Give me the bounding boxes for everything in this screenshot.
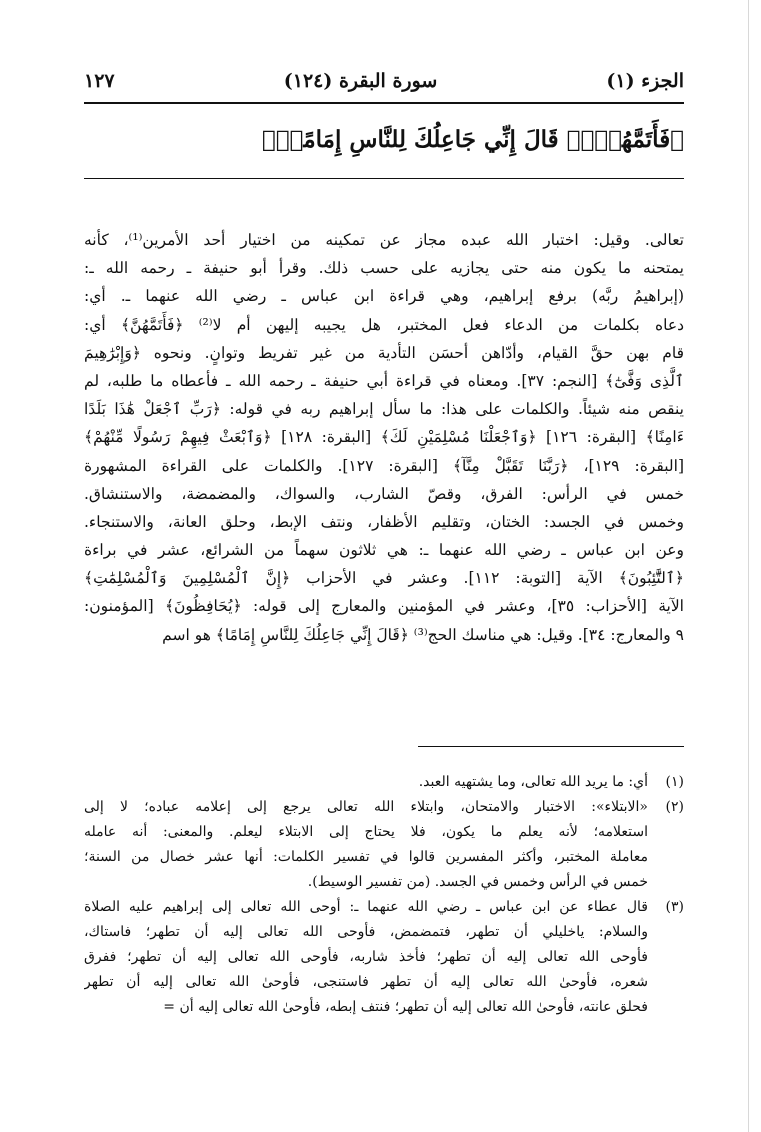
footnote-line: «الابتلاء»: الاختبار والامتحان، وابتلاء الله تعالى يرجع إلى إعلامه عباده؛ لا إلى [84,799,648,815]
ayah-divider [84,178,684,179]
footnote-number: (٣) [665,899,684,915]
footnote-text [84,895,648,1020]
footnote [84,795,684,895]
body-line: ٩ والمعارج: ٣٤]. وقيل: هي مناسك الحج⁽³⁾ ﴿قَالَ إِنِّي جَاعِلُكَ لِلنَّاسِ إِمَامًا﴾ هو اسم [162,625,684,644]
footnote-line: معاملة المختبر، وأكثر المفسرين قالوا في تفسير الكلمات: أنها عشر خصال من السنة؛ [84,849,648,865]
footnote-line: قال عطاء عن ابن عباس ـ رضي الله عنهما ـ: أوحى الله تعالى إلى إبراهيم عليه الصلاة [84,899,648,915]
footnote-line: والسلام: ياخليلي أن تطهر، فتمضمض، فأوحى الله تعالى إليه أن تطهر؛ فاستاك، [84,924,648,940]
body-line: (إبراهيمُ ربَّه) برفع إبراهيم، وهي قراءة ابن عباس ـ رضي الله عنهما ـ. أي: [84,287,684,306]
body-line: قام بهن حقَّ القيام، وأدّاهن أحسَن التأدية من غير تفريط وتوانٍ. ونحوه ﴿وَإِبْرَٰهِيمَ [84,343,684,362]
running-header [84,64,684,98]
footnote-number: (١) [665,774,684,790]
footnote [84,895,684,1020]
footnote-line: فحلق عانته، فأوحىٰ الله تعالى إليه أن تطهر؛ فنتف إبطه، فأوحىٰ الله تعالى إليه أن = [163,999,648,1015]
footnote-text [84,795,648,895]
surah-label: سورة البقرة (١٢٤) [283,70,438,92]
ayah-heading: ﴿فَأَتَمَّهُنَّۖ قَالَ إِنِّي جَاعِلُكَ لِلنَّاسِ إِمَامًاۖ﴾ [261,126,684,153]
footnote [84,770,684,795]
header-divider [84,102,684,104]
footnote-line: خمس في الرأس وخمس في الجسد. (من تفسير الوسيط). [307,874,648,890]
body-line: وعن ابن عباس ـ رضي الله عنهما ـ: هي ثلاثون سهماً من الشرائع، عشر في براءة [84,541,684,560]
page-number: ١٢٧ [84,70,115,92]
body-line: ءَامِنًا﴾ [البقرة: ١٢٦] ﴿وَٱجْعَلْنَا مُسْلِمَيْنِ لَكَ﴾ [البقرة: ١٢٨] ﴿وَٱبْعَثْ فِيهِمْ رَسُولًا مِّنْهُمْ﴾ [84,428,684,447]
body-line: دعاه بكلمات من الدعاء فعل المختبر، هل يجيبه إليهن أم لا⁽²⁾ ﴿فَأَتَمَّهُنَّ﴾ أي: [84,315,684,334]
body-line: يمتحنه ما يكون منه حتى يجازيه على حسب ذلك. وقرأ أبو حنيفة ـ رحمه الله ـ: [84,259,684,278]
page-edge [748,0,749,1132]
tafsir-body [84,226,684,649]
footnotes [84,770,684,1020]
body-line: ٱلَّذِى وَفَّىٰٓ﴾ [النجم: ٣٧]. ومعناه في قراءة أبي حنيفة ـ رحمه الله ـ فأعطاه ما طلبه، لم [84,371,684,390]
footnote-number: (٢) [665,799,684,815]
body-line: الآية [الأحزاب: ٣٥]، وعشر في المؤمنين والمعارج إلى قوله: ﴿يُحَافِظُونَ﴾ [المؤمنون: [84,597,684,616]
body-line: تعالى. وقيل: اختبار الله عبده مجاز عن تمكينه من اختيار أحد الأمرين⁽¹⁾، كأنه [84,231,684,249]
part-label: الجزء (١) [606,70,684,92]
footnote-line: فأوحى الله تعالى إليه أن تطهر؛ فأخذ شاربه، فأوحى الله تعالى إليه أن تطهر؛ ففرق [84,949,648,965]
footnote-line: شعره، فأوحىٰ الله تعالى إليه أن تطهر فاستنجى، فأوحىٰ الله تعالى إليه أن تطهر [84,974,648,990]
footnote-text [84,770,648,795]
body-line: [البقرة: ١٢٩]، ﴿رَبَّنَا تَقَبَّلْ مِنَّآ﴾ [البقرة: ١٢٧]. والكلمات على القراءة المشهورة [84,456,684,475]
body-line: وخمس في الجسد: الختان، وتقليم الأظفار، ونتف الإبط، وحلق العانة، والاستنجاء. [84,512,684,531]
body-line: خمس في الرأس: الفرق، وقصّ الشارب، والسواك، والمضمضة، والاستنشاق. [84,484,684,503]
footnote-separator [418,746,684,747]
footnote-line: أي: ما يريد الله تعالى، وما يشتهيه العبد. [418,774,648,790]
body-line: ينقص منه شيئاً. والكلمات على هذا: ما سأل إبراهيم ربه في قوله: ﴿رَبِّ ٱجْعَلْ هَٰذَا بَلَدًا [84,400,684,419]
body-line: ﴿ٱلتَّٰٓئِبُونَ﴾ الآية [التوبة: ١١٢]. وعشر في الأحزاب ﴿إِنَّ ٱلْمُسْلِمِينَ وَٱلْمُسْلِمَٰتِ﴾ [84,569,684,588]
footnote-line: استعلامه؛ لأنه يعلم ما يكون، فلا يحتاج إلى الابتلاء ليعلم. والمعنى: أنه عامله [84,824,648,840]
